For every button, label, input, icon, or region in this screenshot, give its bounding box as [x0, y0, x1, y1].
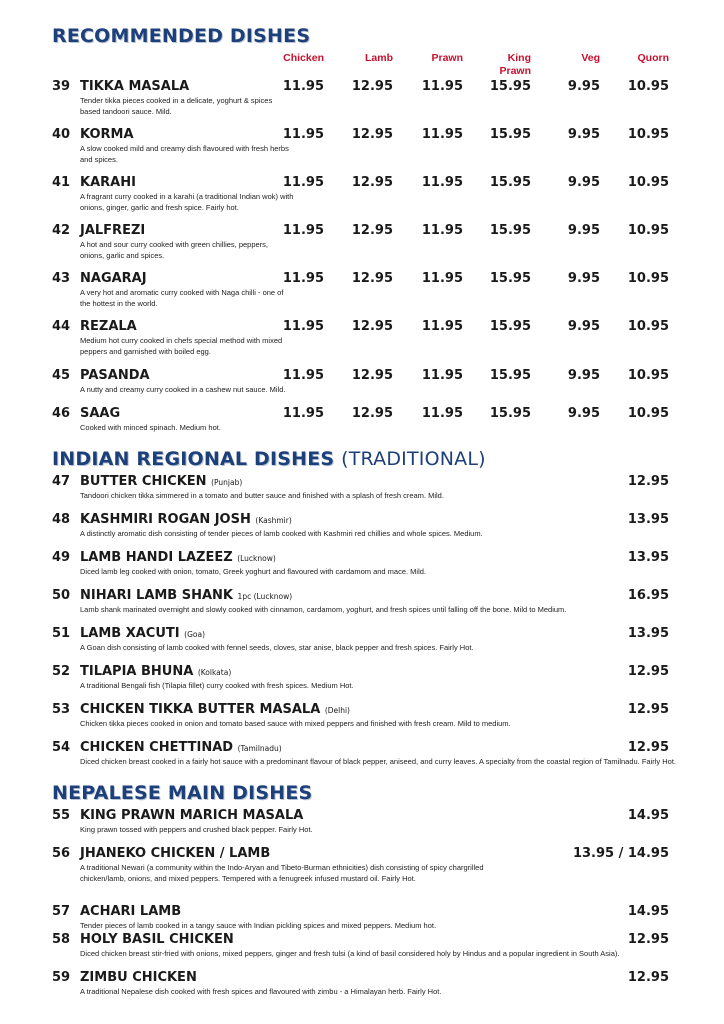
- item-name: [80, 970, 197, 985]
- item-number: 51: [52, 626, 71, 641]
- item-name-text: HOLY BASIL CHICKEN: [80, 932, 234, 947]
- item-price: 11.95: [282, 175, 324, 190]
- item-description: Diced lamb leg cooked with onion, tomato, Greek yoghurt and flavoured with cardamom and mace. Mild.: [80, 567, 427, 576]
- column-header: Prawn: [431, 52, 463, 64]
- item-price: 12.95: [351, 175, 393, 190]
- item-price: 11.95: [421, 79, 463, 94]
- item-price: 11.95: [282, 79, 324, 94]
- item-price: 9.95: [567, 175, 600, 190]
- item-description: A very hot and aromatic curry cooked with Naga chilli - one of the hottest in the world.: [80, 288, 284, 308]
- item-description: Chicken tikka pieces cooked in onion and tomato based sauce with mixed peppers and finished with fresh cream. Mild to medium.: [80, 719, 511, 728]
- item-name: KARAHI: [80, 175, 136, 190]
- item-price: 11.95: [421, 175, 463, 190]
- item-price: 14.95: [627, 904, 669, 919]
- item-name-text: TILAPIA BHUNA: [80, 664, 194, 679]
- item-number: 44: [52, 319, 71, 334]
- item-description: A traditional Newari (a community within the Indo-Aryan and Tibeto-Burman ethnicities) dish consisting of spicy chargrilled chicken/lamb, onions, and mixed peppers. Tempered with a fenugreek infused mustard oil. Fairly Hot.: [80, 863, 484, 883]
- item-name-text: ZIMBU CHICKEN: [80, 970, 197, 985]
- item-price: 11.95: [282, 368, 324, 383]
- item-price: 12.95: [351, 127, 393, 142]
- item-description: Tender tikka pieces cooked in a delicate, yoghurt & spices based tandoori sauce. Mild.: [80, 96, 273, 116]
- item-name-text: NIHARI LAMB SHANK: [80, 588, 234, 603]
- item-price: 10.95: [627, 223, 669, 238]
- item-region: 1pc (Lucknow): [237, 592, 293, 601]
- item-name-text: CHICKEN TIKKA BUTTER MASALA: [80, 702, 321, 717]
- item-name: [80, 904, 181, 919]
- item-price: 12.95: [351, 406, 393, 421]
- item-price: 12.95: [351, 319, 393, 334]
- item-price: 10.95: [627, 127, 669, 142]
- item-number: 58: [52, 932, 71, 947]
- item-name: PASANDA: [80, 368, 150, 383]
- item-price: 12.95: [627, 970, 669, 985]
- item-number: 41: [52, 175, 71, 190]
- item-description: Diced chicken breast stir-fried with onions, mixed peppers, ginger and fresh tulsi (a kind of basil considered holy by Hindus and a popular ingredient in South Asia).: [80, 949, 620, 958]
- item-name: [80, 740, 282, 755]
- item-price: 9.95: [567, 79, 600, 94]
- item-name-text: ACHARI LAMB: [80, 904, 182, 919]
- item-price: 11.95: [282, 319, 324, 334]
- item-name-text: JHANEKO CHICKEN / LAMB: [80, 846, 271, 861]
- item-region: (Delhi): [324, 706, 350, 715]
- item-price: 11.95: [421, 127, 463, 142]
- item-price: 9.95: [567, 406, 600, 421]
- item-name: [80, 626, 205, 641]
- item-price: 12.95: [627, 474, 669, 489]
- item-price: 12.95: [627, 932, 669, 947]
- item-price: 13.95: [627, 550, 669, 565]
- item-region: (Kashmir): [255, 516, 292, 525]
- item-name: [80, 664, 231, 679]
- item-name: [80, 474, 242, 489]
- item-price: 10.95: [627, 271, 669, 286]
- item-number: 42: [52, 223, 71, 238]
- column-header: Quorn: [637, 52, 669, 64]
- item-description: King prawn tossed with peppers and crushed black pepper. Fairly Hot.: [80, 825, 313, 834]
- item-number: 46: [52, 406, 71, 421]
- item-number: 54: [52, 740, 71, 755]
- item-number: 39: [52, 79, 71, 94]
- item-name: [80, 550, 276, 565]
- item-price: 16.95: [627, 588, 669, 603]
- item-description: Tandoori chicken tikka simmered in a tomato and butter sauce and finished with a splash of fresh cream. Mild.: [80, 491, 444, 500]
- item-name: SAAG: [80, 406, 121, 421]
- item-price: 10.95: [627, 319, 669, 334]
- item-name-text: LAMB HANDI LAZEEZ: [80, 550, 233, 565]
- item-name-text: BUTTER CHICKEN: [80, 474, 207, 489]
- item-price: 15.95: [489, 127, 531, 142]
- item-price: 9.95: [567, 271, 600, 286]
- item-name: [80, 512, 292, 527]
- item-price: 12.95: [627, 664, 669, 679]
- item-description: A Goan dish consisting of lamb cooked with fennel seeds, cloves, star anise, black pepper and fresh spices. Fairly Hot.: [80, 643, 474, 652]
- nepalese-title: NEPALESE MAIN DISHES: [52, 782, 313, 804]
- item-name-text: KASHMIRI ROGAN JOSH: [80, 512, 251, 527]
- item-price: 9.95: [567, 127, 600, 142]
- item-number: 57: [52, 904, 71, 919]
- item-price: 12.95: [351, 271, 393, 286]
- item-name-text: KING PRAWN MARICH MASALA: [80, 808, 304, 823]
- item-price: 11.95: [282, 271, 324, 286]
- item-name: NAGARAJ: [80, 271, 147, 286]
- item-price: 10.95: [627, 406, 669, 421]
- item-description: A slow cooked mild and creamy dish flavoured with fresh herbs and spices.: [80, 144, 289, 164]
- item-price: 10.95: [627, 79, 669, 94]
- item-price: 11.95: [421, 223, 463, 238]
- item-price: 15.95: [489, 368, 531, 383]
- item-price: 15.95: [489, 319, 531, 334]
- item-number: 56: [52, 846, 71, 861]
- item-price: 12.95: [351, 223, 393, 238]
- item-description: Lamb shank marinated overnight and slowly cooked with cinnamon, cardamom, yoghurt, and fresh spices until falling off the bone. Mild to Medium.: [80, 605, 567, 614]
- item-price: 9.95: [567, 223, 600, 238]
- column-header: Chicken: [283, 52, 324, 64]
- item-number: 48: [52, 512, 71, 527]
- item-region: (Punjab): [211, 478, 243, 487]
- item-region: (Lucknow): [237, 554, 276, 563]
- item-price: 12.95: [627, 740, 669, 755]
- column-header: King Prawn: [499, 52, 531, 77]
- item-description: A traditional Nepalese dish cooked with fresh spices and flavoured with zimbu - a Himalayan herb. Fairly Hot.: [80, 987, 442, 996]
- item-description: Cooked with minced spinach. Medium hot.: [80, 423, 221, 432]
- item-price: 11.95: [421, 406, 463, 421]
- item-name: [80, 702, 350, 717]
- item-number: 45: [52, 368, 71, 383]
- item-price: 12.95: [351, 79, 393, 94]
- item-price: 11.95: [282, 406, 324, 421]
- item-price: 15.95: [489, 79, 531, 94]
- item-description: Medium hot curry cooked in chefs special method with mixed peppers and garnished with boiled egg.: [80, 336, 283, 356]
- item-number: 52: [52, 664, 71, 679]
- item-name: JALFREZI: [80, 223, 146, 238]
- item-price: 11.95: [421, 368, 463, 383]
- item-region: (Tamilnadu): [237, 744, 282, 753]
- item-number: 55: [52, 808, 71, 823]
- item-price: 12.95: [627, 702, 669, 717]
- item-number: 47: [52, 474, 71, 489]
- item-description: A traditional Bengali fish (Tilapia fillet) curry cooked with fresh spices. Medium Hot.: [80, 681, 354, 690]
- item-price: 15.95: [489, 271, 531, 286]
- item-number: 59: [52, 970, 71, 985]
- item-name-text: CHICKEN CHETTINAD: [80, 740, 234, 755]
- item-price: 13.95: [627, 626, 669, 641]
- item-price: 15.95: [489, 175, 531, 190]
- item-name: REZALA: [80, 319, 137, 334]
- regional-subtitle: (TRADITIONAL): [341, 448, 486, 470]
- item-price: 11.95: [421, 319, 463, 334]
- item-description: A hot and sour curry cooked with green chillies, peppers, onions, garlic and spices.: [80, 240, 269, 260]
- item-name-text: LAMB XACUTI: [80, 626, 180, 641]
- item-number: 50: [52, 588, 71, 603]
- item-price: 14.95: [627, 808, 669, 823]
- item-number: 49: [52, 550, 71, 565]
- item-price: 9.95: [567, 368, 600, 383]
- item-region: (Kolkata): [197, 668, 232, 677]
- item-price: 10.95: [627, 368, 669, 383]
- item-price: 10.95: [627, 175, 669, 190]
- item-price: 13.95: [627, 512, 669, 527]
- item-number: 40: [52, 127, 71, 142]
- item-price: 12.95: [351, 368, 393, 383]
- item-price: 13.95 / 14.95: [572, 846, 669, 861]
- item-name: KORMA: [80, 127, 134, 142]
- item-name: TIKKA MASALA: [80, 79, 190, 94]
- item-price: 15.95: [489, 406, 531, 421]
- item-region: (Goa): [184, 630, 205, 639]
- item-description: A distinctly aromatic dish consisting of tender pieces of lamb cooked with Kashmiri red chillies and whole spices. Medium.: [80, 529, 483, 538]
- item-price: 11.95: [282, 127, 324, 142]
- item-name: [80, 808, 303, 823]
- item-name: [80, 932, 234, 947]
- item-description: A nutty and creamy curry cooked in a cashew nut sauce. Mild.: [80, 385, 286, 394]
- item-number: 53: [52, 702, 71, 717]
- item-price: 9.95: [567, 319, 600, 334]
- column-header: Lamb: [364, 52, 393, 64]
- item-price: 11.95: [282, 223, 324, 238]
- recommended-title: RECOMMENDED DISHES: [52, 25, 311, 47]
- item-price: 15.95: [489, 223, 531, 238]
- item-name: [80, 588, 292, 603]
- column-header: Veg: [581, 52, 600, 64]
- item-description: A fragrant curry cooked in a karahi (a traditional Indian wok) with onions, ginger, garlic and fresh spice. Fairly hot.: [80, 192, 294, 212]
- regional-title-text: INDIAN REGIONAL DISHES: [52, 448, 335, 470]
- regional-title: [52, 448, 486, 470]
- item-description: Tender pieces of lamb cooked in a tangy sauce with Indian pickling spices and mixed peppers. Medium hot.: [80, 921, 437, 930]
- item-price: 11.95: [421, 271, 463, 286]
- item-number: 43: [52, 271, 71, 286]
- item-name: [80, 846, 270, 861]
- item-description: Diced chicken breast cooked in a fairly hot sauce with a predominant flavour of black pepper, aniseed, and curry leaves. A specialty from the coastal region of Tamilnadu. Fairly Hot.: [80, 757, 677, 766]
